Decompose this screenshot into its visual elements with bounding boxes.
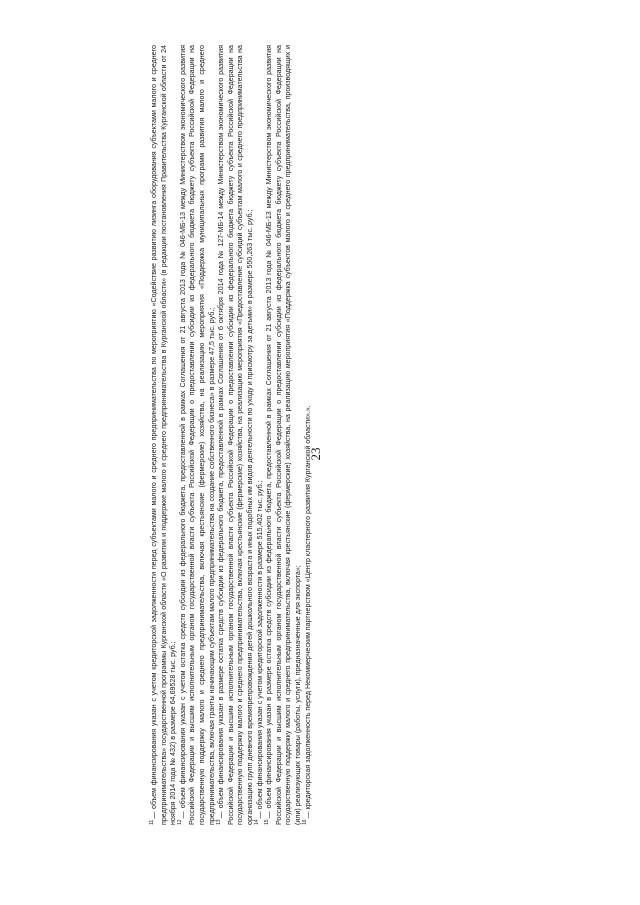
footnote-text: — объем финансирования указан с учетом кредиторской задолженности в размере 515,402 тыс. руб.; xyxy=(255,480,264,819)
footnote-text: — объем финансирования указан в размере остатка средств субсидии из федерального бюджета, предоставленной в рамках Соглашения от 6 октября 2014 года № 127-МБ-14 между Министерством экономического развития Российской Федерации и высшим исполнительным органом государственной власти субъекта Российской Федерации о предоставлении субсидии из федерального бюджета бюджету субъекта Российской Федерации на государственную поддержку малого и среднего предпринимательства, включая крестьянские (фермерские) хозяйства, на реализацию мероприятия «Предоставление субсидий субъектам малого и среднего предпринимательства на организацию групп дневного времяпрепровождения детей дошкольного возраста и иных подобных им видов деятельности по уходу и присмотру за детьми» в размере 550,263 тыс. руб.; xyxy=(217,45,254,825)
footnote-14 xyxy=(256,45,266,825)
footnote-12 xyxy=(179,45,217,825)
footnote-text: — кредиторская задолженность перед Некоммерческим партнерством «Центр кластерного развития Курганской области».». xyxy=(303,405,312,819)
footnotes-block xyxy=(150,45,440,825)
footnote-text: — объем финансирования указан с учетом остатка средств субсидии из федерального бюджета, предоставленной в рамках Соглашения от 21 августа 2013 года № 046-МБ-13 между Министерством экономического развития Российской Федерации и высшим исполнительным органом государственной власти субъекта Российской Федерации о предоставлении субсидии из федерального бюджета бюджету субъекта Российской Федерации на государственную поддержку малого и среднего предпринимательства, включая крестьянские (фермерские) хозяйства, на реализацию мероприятия «Поддержка муниципальных программ развития малого и среднего предпринимательства, включая гранты начинающим субъектам малого предпринимательства на создание собственного бизнеса» в размере 47,5 тыс. руб.; xyxy=(178,45,216,825)
footnote-15 xyxy=(265,45,303,825)
footnote-marker: 12 xyxy=(177,819,184,825)
footnote-11 xyxy=(150,45,179,825)
footnote-marker: 13 xyxy=(215,819,222,825)
footnote-marker: 11 xyxy=(148,819,155,825)
footnote-13 xyxy=(217,45,255,825)
footnote-text: — объем финансирования указан с учетом кредиторской задолженности перед субъектами малого и среднего предпринимательства по мероприятию «Содействие развитию лизинга оборудования субъектами малого и среднего предпринимательства» государственной программы Курганской области «О развитии и поддержке малого и среднего предпринимательства в Курганской области» (в редакции постановления Правительства Курганской области от 24 ноября 2014 года № 432) в размере 64,69528 тыс. руб.; xyxy=(150,45,178,825)
footnote-marker: 16 xyxy=(302,819,309,825)
footnote-marker: 15 xyxy=(263,819,270,825)
footnote-16 xyxy=(304,45,314,825)
page-number: 23 xyxy=(308,447,323,461)
footnote-marker: 14 xyxy=(254,819,261,825)
footnote-text: — объем финансирования указан в размере остатка средств субсидии из федерального бюджета, предоставленной в рамках Соглашения от 21 августа 2013 года № 046-МБ-13 между Министерством экономического развития Российской Федерации и высшим исполнительным органом государственной власти субъекта Российской Федерации о предоставлении субсидии из федерального бюджета бюджету субъекта Российской Федерации на государственную поддержку малого и среднего предпринимательства, включая крестьянские (фермерские) хозяйства, на реализацию мероприятия «Поддержка субъектов малого и среднего предпринимательства, производящих и (или) реализующих товары (работы, услуги), предназначенные для экспорта»; xyxy=(265,45,302,825)
